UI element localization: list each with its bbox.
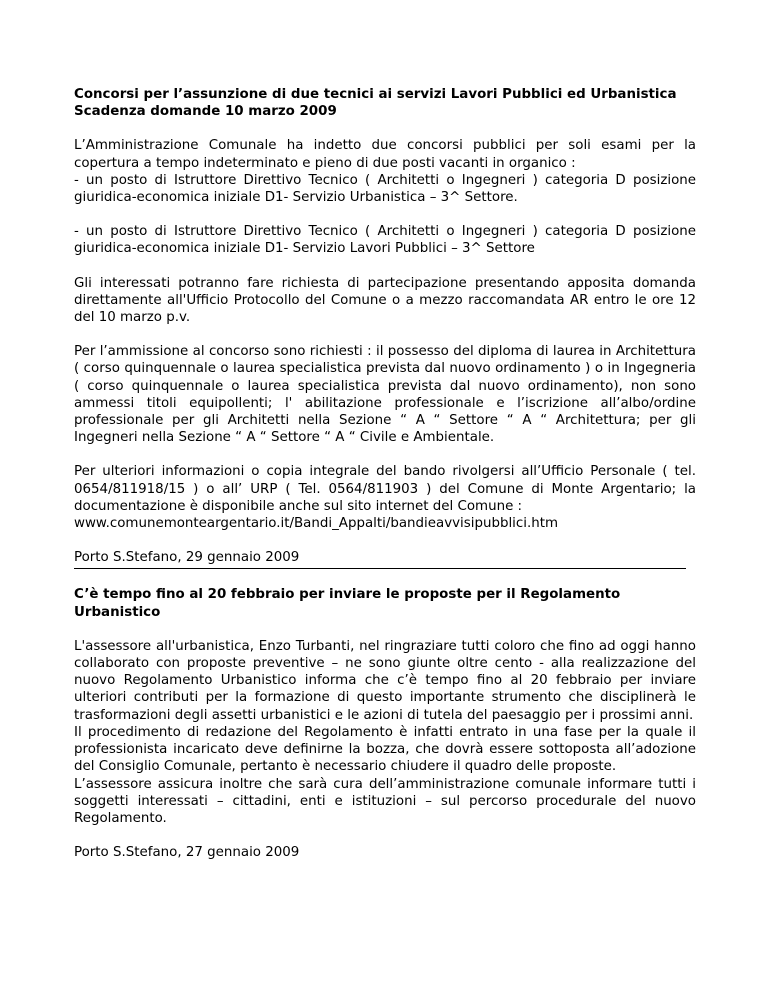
article1-info: Per ulteriori informazioni o copia integrale del bando rivolgersi all’Ufficio Personale ( tel. 0654/811918/15 ) o all’ URP ( Tel. 0564/811903 ) del Comune di Monte Argentario; la documentazione è disponibile anche sul sito internet del Comune : — [74, 464, 696, 514]
article2-paragraph-2: Il procedimento di redazione del Regolamento è infatti entrato in una fase per la quale il professionista incaricato deve definirne la bozza, che dovrà essere sottoposta all’adozione del Consiglio Comunale, pertanto è necessario chiudere il quadro delle proposte. — [74, 724, 696, 775]
article2-paragraph-1: L'assessore all'urbanistica, Enzo Turbanti, nel ringraziare tutti coloro che fino ad oggi hanno collaborato con proposte preventive – ne sono giunte oltre cento - alla realizzazione del nuovo Regolamento Urbanistico informa che c’è tempo fino al 20 febbraio per inviare ulteriori contributi per la formazione di questo importante strumento che disciplinerà le trasformazioni degli assetti urbanistici e le azioni di tutela del paesaggio per i prossimi anni. — [74, 638, 696, 723]
article2-date: Porto S.Stefano, 27 gennaio 2009 — [74, 845, 300, 861]
article1-url[interactable]: www.comunemonteargentario.it/Bandi_Appalti/bandieavvisipubblici.htm — [74, 516, 559, 532]
article1-position-1: - un posto di Istruttore Direttivo Tecnico ( Architetti o Ingegneri ) categoria D posizione giuridica-economica iniziale D1- Servizio Urbanistica – 3^ Settore. — [74, 172, 696, 206]
document-page — [74, 86, 696, 861]
article2-title: C’è tempo fino al 20 febbraio per inviare le proposte per il Regolamento Urbanistico — [74, 587, 621, 620]
article1-application: Gli interessati potranno fare richiesta di partecipazione presentando apposita domanda direttamente all'Ufficio Protocollo del Comune o a mezzo raccomandata AR entro le ore 12 del 10 marzo p.v. — [74, 275, 696, 326]
article1-requirements: Per l’ammissione al concorso sono richiesti : il possesso del diploma di laurea in Architettura ( corso quinquennale o laurea specialistica prevista dal nuovo ordinamento ) o in Ingegneria ( corso quinquennale o laurea specialistica prevista dal nuovo ordinamento), non sono ammessi titoli equipollenti; l' abilitazione professionale e l’iscrizione all’albo/ordine professionale per gli Architetti nella Sezione “ A “ Settore “ A “ Architettura; per gli Ingegneri nella Sezione “ A “ Settore “ A “ Civile e Ambientale. — [74, 344, 696, 446]
article1-deadline: Scadenza domande 10 marzo 2009 — [74, 104, 337, 120]
article1-date: Porto S.Stefano, 29 gennaio 2009 — [74, 550, 300, 566]
article1-position-2: - un posto di Istruttore Direttivo Tecnico ( Architetti o Ingegneri ) categoria D posizione giuridica-economica iniziale D1- Servizio Lavori Pubblici – 3^ Settore — [74, 224, 696, 257]
article1-title: Concorsi per l’assunzione di due tecnici ai servizi Lavori Pubblici ed Urbanistica — [74, 87, 677, 102]
article2-paragraph-3: L’assessore assicura inoltre che sarà cura dell’amministrazione comunale informare tutti i soggetti interessati – cittadini, enti e istituzioni – sul percorso procedurale del nuovo Regolamento. — [74, 776, 696, 826]
article1-intro: L’Amministrazione Comunale ha indetto due concorsi pubblici per soli esami per la copertura a tempo indeterminato e pieno di due posti vacanti in organico : — [74, 138, 696, 171]
